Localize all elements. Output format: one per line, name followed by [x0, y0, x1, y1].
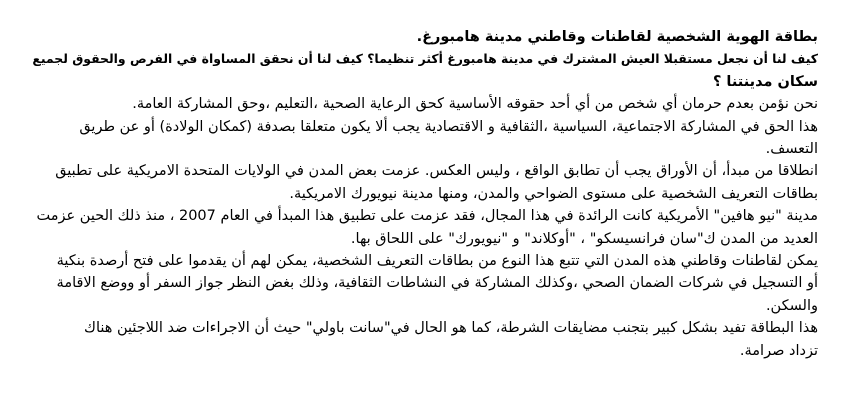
paragraph-line: مدينة "نيو هافين" الأمريكية كانت الرائدة في هذا المجال، فقد عزمت على تطبيق هذا المبدأ في العام 2007 ، منذ ذلك الحين عزمت	[36, 208, 818, 225]
paragraph-benefits	[28, 250, 818, 317]
paragraph-line: والسكن.	[765, 297, 818, 314]
document-body	[28, 26, 818, 362]
paragraph-line: تزداد صرامة.	[739, 342, 818, 359]
paragraph-line: كيف لنا أن نجعل مستقبلا العيش المشترك في مدينة هامبورغ أكثر تنظيما؟ كيف لنا أن نحقق المساواة في الفرص والحقوق لجميع	[32, 51, 818, 67]
paragraph-line: العديد من المدن ك"سان فرانسيسكو" ، "أوكلاند" و "نيويورك" على اللحاق بها.	[350, 230, 818, 247]
title-line: بطاقة الهوية الشخصية لقاطنات وقاطني مدينة هامبورغ.	[416, 29, 818, 45]
paragraph-line: يمكن لقاطنات وقاطني هذه المدن التي تتبع هذا النوع من بطاقات التعريف الشخصية، يمكن لهم أن يقدموا على فتح أرصدة بنكية	[56, 253, 818, 270]
paragraph-line: نحن نؤمن بعدم حرمان أي شخص من أي أحد حقوقه الأساسية كحق الرعاية الصحية ،التعليم ،وحق المشاركة العامة.	[132, 96, 818, 113]
paragraph-police	[28, 317, 818, 362]
paragraph-rights	[28, 93, 818, 160]
paragraph-line: أو التسجيل في شركات الضمان الصحي ،وكذلك المشاركة في النشاطات الثقافية، وذلك بغض النظر جواز السفر أو ووضع الاقامة	[56, 275, 818, 292]
paragraph-line: هذا البطاقة تفيد بشكل كبير بتجنب مضايقات الشرطة، كما هو الحال في"سانت باولي" حيث أن الاجراءات ضد اللاجئين هناك	[84, 320, 818, 337]
paragraph-principle	[28, 160, 818, 205]
paragraph-title	[28, 26, 818, 48]
paragraph-line: بطاقات التعريف الشخصية على مستوى الضواحي والمدن، ومنها مدينة نيويورك الامريكية.	[289, 185, 818, 202]
paragraph-line: سكان مدينتنا ؟	[712, 73, 818, 90]
paragraph-line: التعسف.	[765, 141, 818, 158]
paragraph-question	[28, 48, 818, 93]
paragraph-line: هذا الحق في المشاركة الاجتماعية، السياسية ،الثقافية و الاقتصادية يجب ألا يكون متعلقا بصدفة (كمكان الولادة) أو عن طريق	[79, 118, 818, 135]
paragraph-new-haven	[28, 205, 818, 250]
paragraph-line: انطلاقا من مبدأ، أن الأوراق يجب أن تطابق الواقع ، وليس العكس. عزمت بعض المدن في الولايات المتحدة الامريكية على تطبيق	[55, 163, 818, 180]
